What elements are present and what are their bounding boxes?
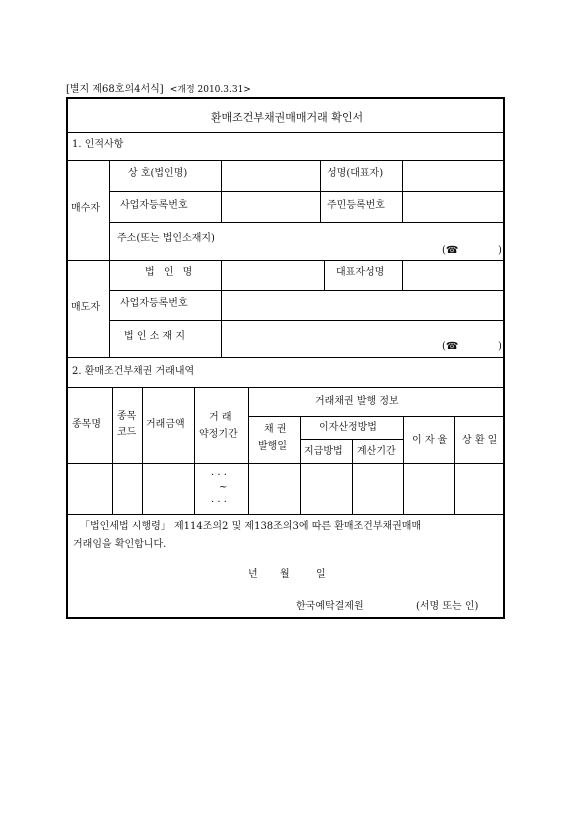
col-item-code-1: 종목 <box>117 411 137 422</box>
period-dots-bottom: · · · <box>211 497 227 508</box>
buyer-residentno-field[interactable] <box>403 192 503 221</box>
col-pay-method: 지급방법 <box>304 446 343 457</box>
col-calc-period: 계산기간 <box>357 446 396 457</box>
revision-date: <개정 2010.3.31> <box>169 85 251 95</box>
seller-phone-open: (☎ <box>442 341 459 352</box>
section1-heading: 1. 인적사항 <box>72 139 124 150</box>
cell-amount[interactable] <box>143 464 194 513</box>
seller-corp-field[interactable] <box>222 261 319 289</box>
col-item-name: 종목명 <box>72 419 101 430</box>
cell-item-name[interactable] <box>68 464 112 513</box>
section2-heading: 2. 환매조건부채권 거래내역 <box>72 366 195 377</box>
signature-sign: (서명 또는 인) <box>416 601 479 612</box>
form-title: 환매조건부채권매매거래 확인서 <box>210 111 364 124</box>
cell-interest-rate[interactable] <box>455 464 503 513</box>
statement-line1: 「법인세법 시행령」 제114조의2 및 제138조의3에 따른 환매조건부채권매매 <box>80 521 422 532</box>
seller-label: 매도자 <box>71 302 100 313</box>
col-interest-rate: 이 자 율 <box>412 435 448 446</box>
confirmation-form <box>66 97 505 619</box>
statement-line2: 거래임을 확인합니다. <box>73 539 167 550</box>
seller-location-label: 법 인 소 재 지 <box>124 331 186 342</box>
period-dots-top: · · · <box>211 470 227 481</box>
buyer-bizno-label: 사업자등록번호 <box>120 200 188 211</box>
cell-pay-method[interactable] <box>353 464 403 513</box>
buyer-rep-label: 성명(대표자) <box>327 168 384 179</box>
buyer-phone-open: (☎ <box>442 245 459 256</box>
buyer-address-field[interactable] <box>222 223 502 259</box>
cell-item-code[interactable] <box>113 464 142 513</box>
buyer-company-label: 상 호(법인명) <box>128 168 188 179</box>
col-issue-date-1: 채 권 <box>264 424 287 435</box>
cell-calc-period[interactable] <box>404 464 454 513</box>
cell-issue-date[interactable] <box>301 464 352 513</box>
period-tilde: ~ <box>219 482 228 493</box>
seller-location-field[interactable] <box>222 321 502 356</box>
date-day: 일 <box>316 569 326 580</box>
col-period-1: 거 래 <box>209 412 232 423</box>
seller-phone-close: ) <box>498 341 502 352</box>
buyer-residentno-label: 주민등록번호 <box>327 200 385 211</box>
form-reference-header <box>66 80 251 95</box>
date-month: 월 <box>280 569 290 580</box>
buyer-address-label: 주소(또는 법인소재지) <box>117 233 215 244</box>
col-redemption-date: 상 환 일 <box>462 435 498 446</box>
buyer-phone-close: ) <box>498 245 502 256</box>
seller-rep-label: 대표자성명 <box>336 267 385 278</box>
col-issue-date-2: 발행일 <box>258 441 287 452</box>
seller-bizno-field[interactable] <box>222 291 502 319</box>
seller-rep-field[interactable] <box>403 261 503 289</box>
col-amount: 거래금액 <box>146 419 185 430</box>
buyer-rep-field[interactable] <box>403 161 503 190</box>
col-interest-method: 이자산정방법 <box>319 422 377 433</box>
date-year: 년 <box>248 569 258 580</box>
signature-org: 한국예탁결제원 <box>296 601 364 612</box>
buyer-company-field[interactable] <box>222 161 319 190</box>
col-item-code-2: 코드 <box>117 427 137 438</box>
buyer-bizno-field[interactable] <box>222 192 319 221</box>
seller-corp-label: 법 인 명 <box>145 267 196 278</box>
seller-bizno-label: 사업자등록번호 <box>120 298 188 309</box>
form-ref: [별지 제68호의4서식] <box>66 84 164 95</box>
col-bond-info: 거래채권 발행 정보 <box>315 396 399 407</box>
col-period-2: 약정기간 <box>199 429 238 440</box>
buyer-label: 매수자 <box>71 203 100 214</box>
